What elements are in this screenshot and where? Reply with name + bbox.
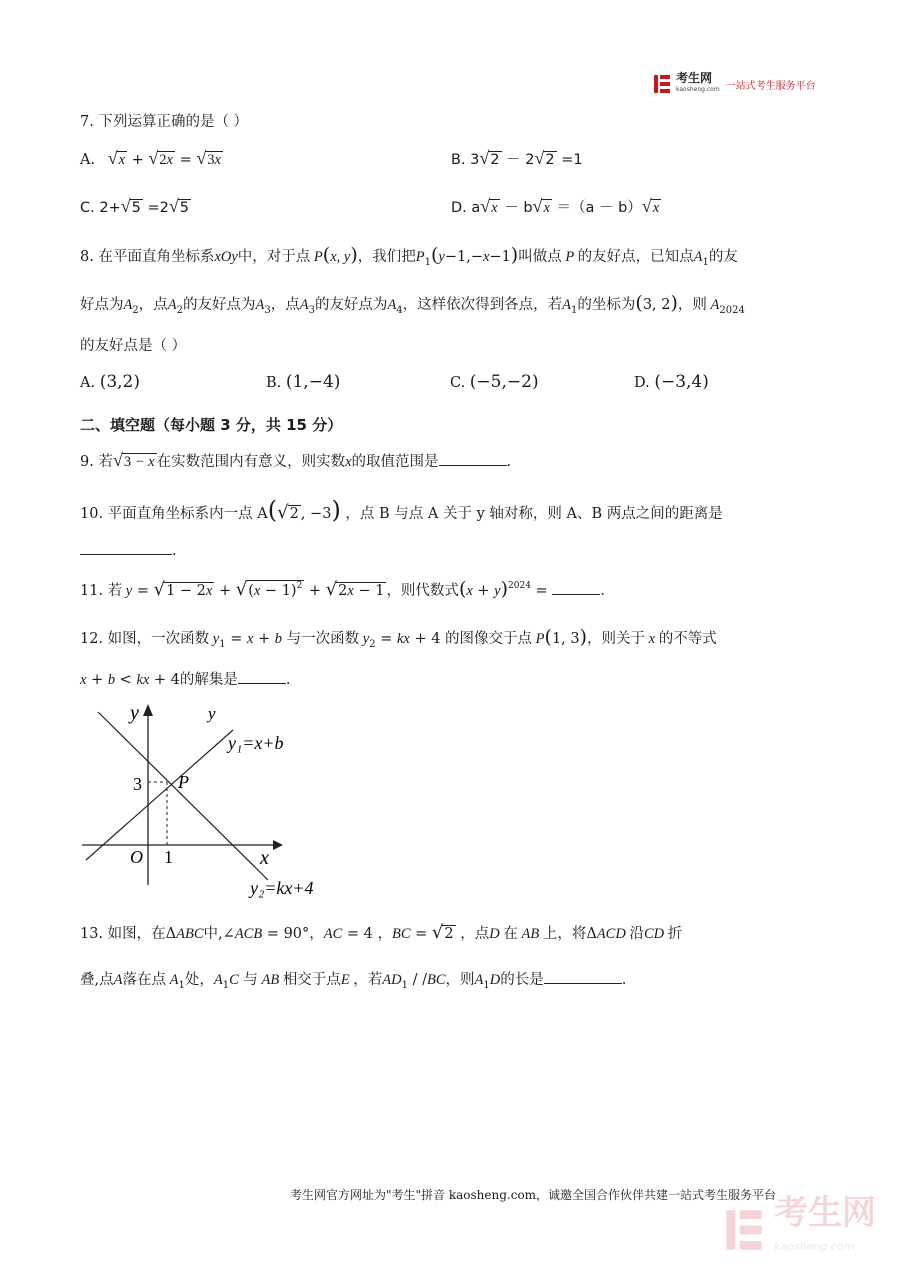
answer-blank[interactable]	[80, 540, 172, 555]
q12-line1: 12. 如图，一次函数 $y_1 = x + b$ 与一次函数 $y_2$ = kx + 4 的图像交于点 P(1, 3)，则关于 x 的不等式	[80, 626, 717, 650]
graph-tick-x: 1	[164, 847, 173, 867]
watermark	[722, 1193, 876, 1264]
q9: 9. 若√3 − x 在实数范围内有意义，则实数x的取值范围是 .	[80, 450, 512, 470]
graph-line2-label: y₂=kx+4	[250, 878, 314, 898]
q8-option-d: D. (−3,4)	[634, 372, 709, 392]
watermark-logo-icon	[722, 1208, 766, 1252]
q8-option-c: C. (−5,−2)	[450, 372, 539, 392]
q7-option-d: D. a√x － b√x ＝（a － b）√x	[451, 196, 660, 216]
q12-line2: x + b < kx + 4的解集是 .	[80, 668, 291, 689]
logo-icon	[652, 74, 672, 94]
q13-line2: 叠,点A落在点 $A_1$处，$A_1C$ 与 AB 相交于点E ，若$AD_1 / /BC$，则$A_1D$的长是 .	[80, 968, 626, 991]
q7-option-c: C. 2+√5 =2√5	[80, 196, 189, 216]
line-y1	[86, 730, 233, 860]
x-axis-arrow	[273, 840, 283, 850]
q10-line2: .	[80, 540, 177, 559]
answer-blank[interactable]	[544, 969, 622, 984]
graph-line1-label: y₁=x+b	[228, 733, 284, 753]
graph-origin-label: O	[130, 847, 143, 867]
watermark-text: 考生网 kaosheng.com	[774, 1193, 876, 1253]
brand-logo	[652, 72, 816, 96]
graph-y-label: y	[208, 704, 216, 723]
y-axis-arrow	[143, 704, 153, 716]
answer-blank[interactable]	[238, 669, 286, 684]
q8-line3: 的友好点是（ ）	[80, 338, 187, 354]
q11: 11. 若 $y = √1 - 2x + √(x - 1)^2 + √2x - 1$ ，则代数式$(x + y)^{2024}$ = .	[80, 578, 605, 600]
section-title: 二、填空题（每小题 3 分，共 15 分）	[80, 416, 343, 434]
logo-slogan: 一站式考生服务平台	[725, 80, 816, 92]
q8-option-b: B. (1,−4)	[266, 372, 341, 392]
q8-line2: 好点为$A_2$，点$A_2$的友好点为$A_3$，点$A_3$的友好点为$A_4$，这样依次得到各点，若$A_1$的坐标为(3, 2)，则 $A_{2024}$	[80, 292, 745, 316]
logo-brand: 考生网 kaosheng.com	[676, 72, 720, 96]
graph-tick-y: 3	[133, 774, 142, 794]
answer-blank[interactable]	[439, 451, 507, 466]
q12-graph	[78, 700, 348, 910]
answer-blank[interactable]	[552, 580, 600, 595]
q13-line1: 13. 如图，在ΔABC中,∠ACB = 90°，AC = 4 ，BC = √2 ，点D 在 AB 上，将ΔACD 沿CD 折	[80, 922, 683, 943]
q7-option-b: B. 3√2 － 2√2 =1	[451, 148, 583, 168]
q7-stem: 7. 下列运算正确的是（ ）	[80, 114, 249, 130]
q10-line1: 10. 平面直角坐标系内一点 A(√2 , −3) ，点 B 与点 A 关于 y 轴对称，则 A、B 两点之间的距离是	[80, 496, 723, 524]
q8-line1: 8. 在平面直角坐标系xOy中，对于点 P(x, y)，我们把$P_1(y-1,-x-1)$叫做点 P 的友好点，已知点$A_1$的友	[80, 244, 738, 268]
graph-point-label: P	[178, 772, 189, 792]
logo-brand-sub: kaosheng.com	[676, 86, 720, 93]
graph-y-axis-label: y	[130, 702, 139, 724]
q8-option-a: A. (3,2)	[80, 372, 141, 392]
q7-option-a: A. √x + √2x = √3x	[80, 148, 221, 168]
graph-x-axis-label: x	[260, 847, 269, 869]
footer-text: 考生网官方网址为"考生"拼音 kaosheng.com，诚邀全国合作伙伴共建一站式考生服务平台	[290, 1188, 777, 1202]
